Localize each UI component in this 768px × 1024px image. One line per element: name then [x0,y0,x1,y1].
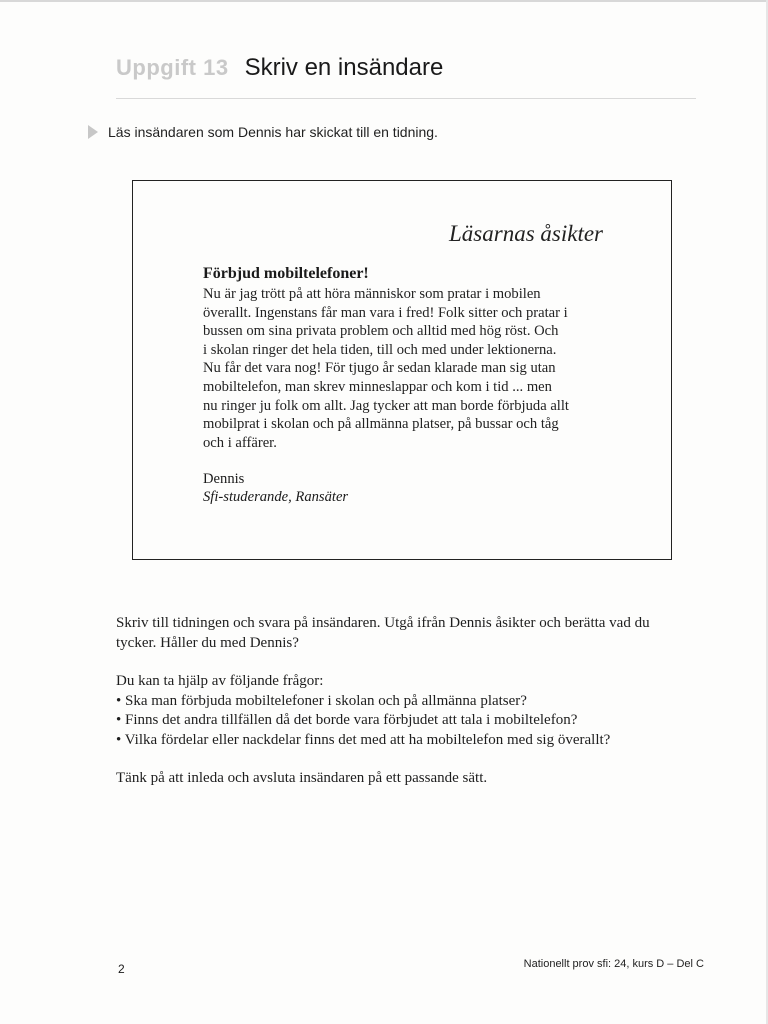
page-number: 2 [118,962,125,976]
instruction-text: Läs insändaren som Dennis har skickat till en tidning. [108,124,438,140]
letter-line: Nu är jag trött på att höra människor som pratar i mobilen [203,286,541,302]
header-divider [116,98,696,99]
instruction-line [88,124,438,140]
letter-box [132,180,672,560]
letter-line: mobilprat i skolan och på allmänna platser, på bussar och tåg [203,416,559,433]
page-title: Skriv en insändare [244,54,444,81]
task-paragraph [116,614,696,653]
task-number-label: Uppgift 13 [116,55,229,80]
task-description [116,614,696,808]
letter-line: nu ringer ju folk om allt. Jag tycker att man borde förbjuda allt [203,397,569,414]
question-item: • Ska man förbjuda mobiltelefoner i skolan och på allmänna platser? [116,692,527,709]
task-line: tycker. Håller du med Dennis? [116,634,299,651]
letter-line: Nu får det vara nog! För tjugo år sedan klarade man sig utan [203,360,556,377]
section-heading: Läsarnas åsikter [449,221,603,246]
task-line: Skriv till tidningen och svara på insändaren. Utgå ifrån Dennis åsikter och berätta vad du [116,615,650,631]
footer-source: Nationellt prov sfi: 24, kurs D – Del C [523,958,704,970]
question-item: • Vilka fördelar eller nackdelar finns det med att ha mobiltelefon med sig överallt? [116,731,611,748]
letter-body [203,285,607,452]
page-edge [0,0,768,2]
letter-title: Förbjud mobiltelefoner! [203,265,369,282]
signature-place: Sfi-studerande, Ransäter [203,489,349,505]
questions-intro: Du kan ta hjälp av följande frågor: [116,673,324,689]
closing-paragraph: Tänk på att inleda och avsluta insändaren på ett passande sätt. [116,770,488,786]
page-header [116,54,696,82]
letter-line: bussen om sina privata problem och alltid med hög röst. Och [203,323,559,340]
arrow-right-icon [88,125,98,139]
question-item: • Finns det andra tillfällen då det borde vara förbjudet att tala i mobiltelefon? [116,712,578,728]
questions-block [116,672,696,750]
letter-line: i skolan ringer det hela tiden, till och med under lektionerna. [203,341,557,358]
letter-line: mobiltelefon, man skrev minneslappar och kom i tid ... men [203,378,552,395]
letter-line: överallt. Ingenstans får man vara i fred! Folk sitter och pratar i [203,304,568,321]
letter-line: och i affärer. [203,434,277,451]
signature-name: Dennis [203,471,245,487]
